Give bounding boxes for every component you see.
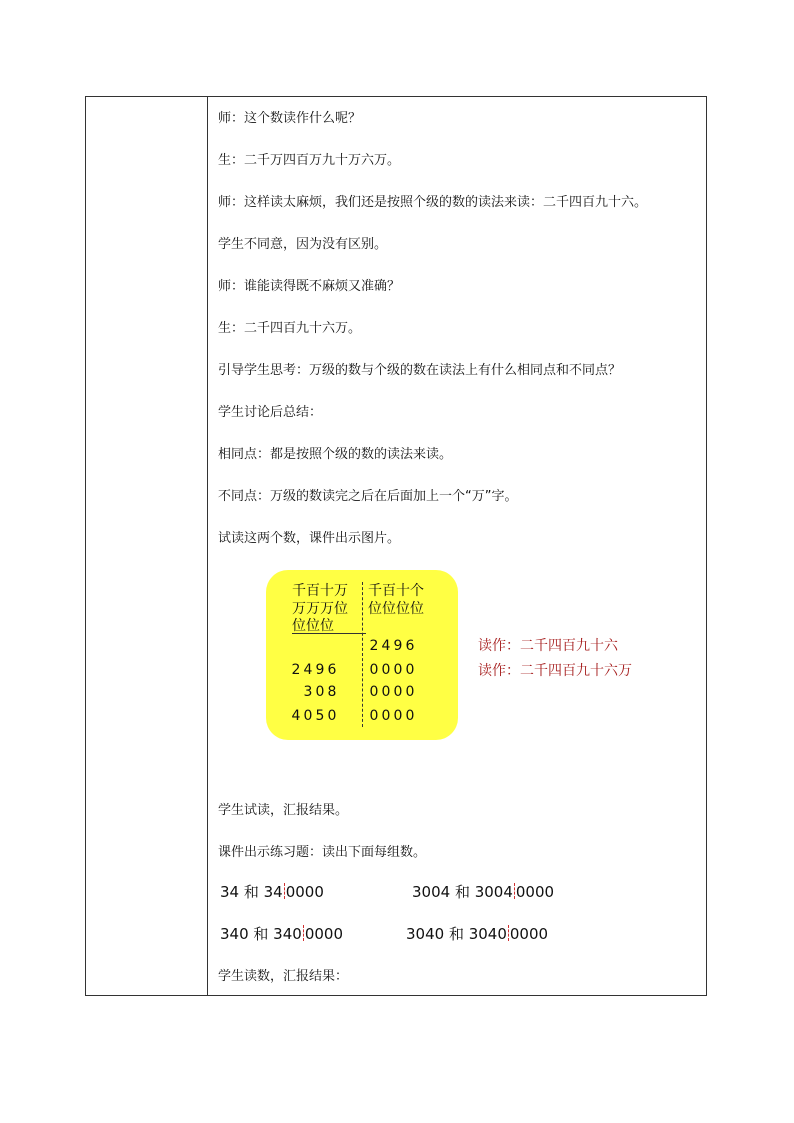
text-line: 课件出示练习题：读出下面每组数。 bbox=[218, 845, 427, 860]
wan-header-row-2: 万万万位 bbox=[292, 601, 348, 617]
text-line: 师：这样读太麻烦，我们还是按照个级的数的读法来读：二千四百九十六。 bbox=[218, 195, 648, 210]
text-line: 引导学生思考：万级的数与个级的数在读法上有什么相同点和不同点？ bbox=[218, 363, 622, 378]
row-4-wan: 4 0 5 0 bbox=[291, 708, 337, 724]
text-line: 学生讨论后总结： bbox=[218, 405, 323, 420]
text-line: 师：这个数读作什么呢？ bbox=[218, 111, 362, 126]
ge-header-row-2: 位位位位 bbox=[368, 601, 424, 617]
row-2-wan: 2 4 9 6 bbox=[291, 662, 337, 678]
wan-header-row-1: 千百十万 bbox=[292, 583, 348, 599]
row-3-wan: 3 0 8 bbox=[303, 684, 337, 700]
text-line: 试读这两个数，课件出示图片。 bbox=[218, 531, 401, 546]
split-mark bbox=[514, 883, 515, 899]
split-mark bbox=[303, 925, 304, 941]
group-separator bbox=[362, 582, 363, 727]
place-value-card bbox=[266, 570, 458, 740]
row-2-ge: 0 0 0 0 bbox=[369, 662, 415, 678]
row-3-ge: 0 0 0 0 bbox=[369, 684, 415, 700]
text-line: 学生不同意，因为没有区别。 bbox=[218, 237, 388, 252]
text-line: 生：二千万四百万九十万六万。 bbox=[218, 153, 401, 168]
reading-1: 读作：二千四百九十六 bbox=[478, 638, 618, 654]
split-mark bbox=[508, 925, 509, 941]
text-line: 学生试读，汇报结果。 bbox=[218, 803, 349, 818]
text-line: 不同点：万级的数读完之后在后面加上一个“万”字。 bbox=[218, 489, 518, 504]
ge-header-row-1: 千百十个 bbox=[368, 583, 424, 599]
exercise-pair-2: 3004 和 3004 0000 bbox=[412, 883, 555, 901]
exercise-pair-1: 34 和 34 0000 bbox=[220, 883, 324, 901]
text-line: 师：谁能读得既不麻烦又准确？ bbox=[218, 279, 401, 294]
row-4-ge: 0 0 0 0 bbox=[369, 708, 415, 724]
reading-2: 读作：二千四百九十六万 bbox=[478, 663, 632, 679]
column-divider bbox=[207, 97, 208, 995]
exercise-pair-4: 3040 和 3040 0000 bbox=[406, 925, 549, 943]
text-line: 生：二千四百九十六万。 bbox=[218, 321, 362, 336]
split-mark bbox=[284, 883, 285, 899]
row-1-ge: 2 4 9 6 bbox=[369, 638, 415, 654]
wan-header-row-3: 位位位 bbox=[292, 618, 334, 634]
text-line: 相同点：都是按照个级的数的读法来读。 bbox=[218, 447, 453, 462]
lesson-table bbox=[85, 96, 707, 996]
row-1-wan bbox=[290, 637, 338, 655]
exercise-pair-3: 340 和 340 0000 bbox=[220, 925, 343, 943]
text-line: 学生读数，汇报结果： bbox=[218, 969, 349, 984]
